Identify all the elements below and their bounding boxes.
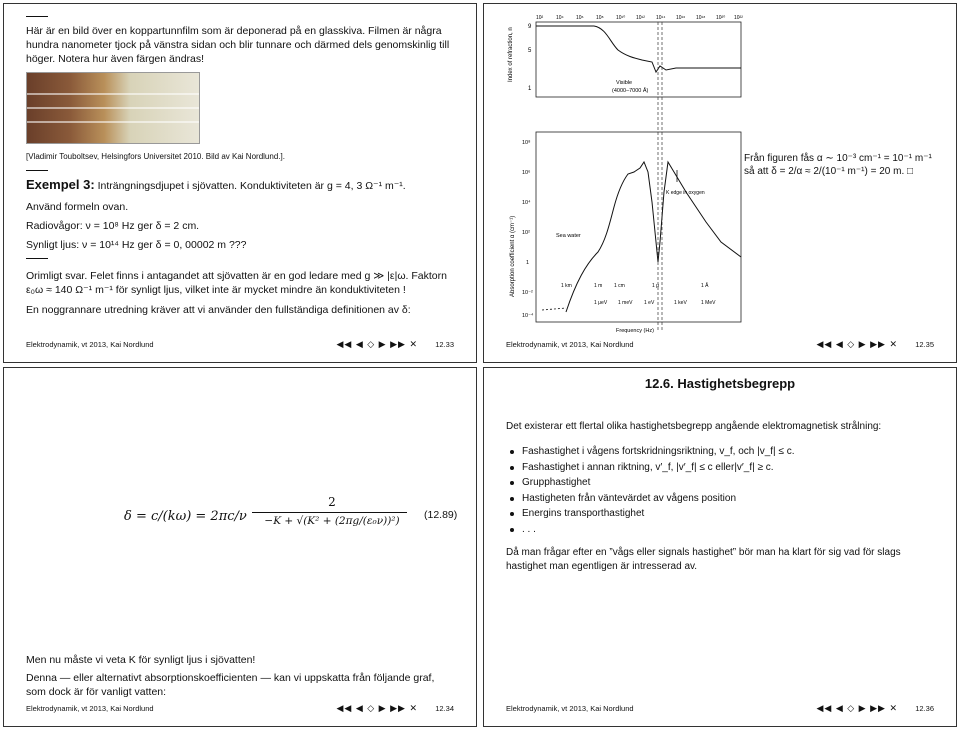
- list-item: . . .: [506, 522, 936, 538]
- page-number: 12.33: [435, 340, 454, 349]
- refraction-xtick: 10¹⁰: [616, 15, 626, 21]
- slide-12-34: [3, 367, 477, 727]
- line-radio-waves: Radiovågor: ν = 10⁸ Hz ger δ = 2 cm.: [26, 220, 200, 232]
- wavelength-marks: [561, 282, 709, 289]
- line-unreasonable-answer: Orimligt svar. Felet finns i antagandet att sjövatten är en god ledare med g ≫ |ε|ω. Faktorn ε₀ω ≈ 140 Ω⁻¹ m⁻¹ för synligt ljus, vilket inte är mycket mindre än konduktiviteten !: [26, 270, 447, 296]
- equation-numerator: 2: [328, 495, 336, 509]
- sea-water-label: Sea water: [556, 233, 581, 239]
- refraction-absorption-figure: [506, 12, 756, 337]
- absorption-ytick: 10⁸: [522, 140, 531, 146]
- footer-course: Elektrodynamik, vt 2013, Kai Nordlund: [506, 340, 634, 349]
- page-number: 12.36: [915, 704, 934, 713]
- absorption-curve: [566, 162, 741, 312]
- refraction-ytick: 1: [528, 86, 532, 92]
- refraction-xtick: 10²: [536, 15, 544, 21]
- fraction-bar: [252, 512, 407, 513]
- refraction-xtick: 10⁴: [556, 15, 564, 21]
- equation-12-89: [124, 493, 404, 543]
- wavelength-mark: 1 km: [561, 283, 572, 289]
- footer-course: Elektrodynamik, vt 2013, Kai Nordlund: [26, 704, 154, 713]
- absorption-ylabel: Absorption coefficient α (cm⁻¹): [510, 215, 516, 297]
- example-block: [26, 178, 466, 193]
- example-title: Exempel 3:: [26, 177, 95, 192]
- absorption-ytick: 10⁻⁴: [522, 313, 534, 319]
- energy-mark: 1 meV: [618, 300, 633, 306]
- slide-footer: [26, 704, 454, 716]
- visible-range: (4000–7000 Å): [612, 88, 649, 94]
- refraction-xticks: [536, 15, 743, 21]
- absorption-ytick: 10⁻²: [522, 290, 533, 296]
- list-item: Energins transporthastighet: [506, 506, 936, 522]
- list-item: Fashastighet i vågens fortskridningsriktning, v_f, och |v_f| ≤ c.: [506, 444, 936, 460]
- refraction-xtick: 10⁸: [596, 15, 604, 21]
- separator-rule: [26, 170, 48, 171]
- example-text: Inträngningsdjupet i sjövatten. Konduktiviteten är g = 4, 3 Ω⁻¹ m⁻¹.: [97, 180, 406, 192]
- slide-footer: [506, 340, 934, 352]
- energy-mark: 1 keV: [674, 300, 687, 306]
- energy-mark: 1 eV: [644, 300, 655, 306]
- line-visible-light: Synligt ljus: ν = 10¹⁴ Hz ger δ = 0, 00002 m ???: [26, 239, 247, 251]
- energy-mark: 1 MeV: [701, 300, 716, 306]
- photo-credit: [Vladimir Touboltsev, Helsingfors Universitet 2010. Bild av Kai Nordlund.].: [26, 152, 285, 161]
- list-item: Hastigheten från väntevärdet av vågens position: [506, 491, 936, 507]
- line-full-definition: En noggrannare utredning kräver att vi använder den fullständiga definitionen av δ:: [26, 304, 411, 316]
- slide-12-36: [483, 367, 957, 727]
- velocity-list: [506, 444, 936, 537]
- absorption-ytick: 1: [526, 260, 530, 266]
- page-number: 12.34: [435, 704, 454, 713]
- wavelength-mark: 1 μ: [652, 283, 660, 289]
- refraction-ytick: 5: [528, 48, 532, 54]
- intro-paragraph: Det existerar ett flertal olika hastighetsbegrepp angående elektromagnetisk strålning:: [506, 421, 882, 432]
- energy-mark: 1 μeV: [594, 300, 608, 306]
- refraction-curve: [536, 26, 741, 72]
- closing-paragraph: Då man frågar efter en ”vågs eller signals hastighet” bör man ha klart för sig vad för slags hastighet man egentligen är intresserad av.: [506, 547, 901, 572]
- slide-footer: [506, 704, 934, 716]
- slide-footer: [26, 340, 454, 352]
- refraction-ylabel: Index of refraction, n: [508, 27, 514, 82]
- refraction-xtick: 10⁶: [576, 15, 584, 21]
- refraction-xtick: 10²²: [734, 15, 743, 21]
- refraction-xtick: 10²⁰: [716, 15, 726, 21]
- visible-label: Visible: [616, 80, 633, 86]
- absorption-ytick: 10²: [522, 230, 530, 236]
- separator-rule: [26, 258, 48, 259]
- page-number: 12.35: [915, 340, 934, 349]
- navigation-icons[interactable]: ◀◀ ◀ ◇ ▶ ▶▶ ✕: [336, 703, 418, 713]
- list-item: Grupphastighet: [506, 475, 936, 491]
- separator-rule: [26, 16, 48, 17]
- absorption-yticks: [522, 139, 534, 319]
- footer-course: Elektrodynamik, vt 2013, Kai Nordlund: [26, 340, 154, 349]
- footer-course: Elektrodynamik, vt 2013, Kai Nordlund: [506, 704, 634, 713]
- refraction-xtick: 10¹⁴: [656, 15, 666, 21]
- absorption-curve-dashed: [542, 308, 566, 310]
- result-line-2: så att δ = 2/α ≈ 2/(10⁻¹ m⁻¹) = 20 m. □: [744, 166, 914, 177]
- equation-number: (12.89): [424, 509, 458, 521]
- wavelength-mark: 1 cm: [614, 283, 625, 289]
- refraction-ytick: 9: [528, 24, 532, 30]
- absorption-ytick: 10⁶: [522, 170, 531, 176]
- frequency-xlabel: Frequency (Hz): [616, 328, 654, 334]
- section-heading: 12.6. Hastighetsbegrepp: [644, 376, 796, 391]
- wavelength-mark: 1 m: [594, 283, 603, 289]
- refraction-xtick: 10¹⁸: [696, 15, 706, 21]
- intro-paragraph: Här är en bild över en koppartunnfilm som är deponerad på en glasskiva. Filmen är några hundra nanometer tjock på vänstra sidan och blir tunnare och därmed dels genomskinlig till höger. Notera hur även färgen ändras!: [26, 25, 450, 65]
- wavelength-mark: 1 Å: [701, 283, 709, 289]
- list-item: Fashastighet i annan riktning, v′_f, |v′_f| ≤ c eller|v′_f| ≥ c.: [506, 460, 936, 476]
- slide-12-33: [3, 3, 477, 363]
- slide-12-35: [483, 3, 957, 363]
- bottom-line-1: Men nu måste vi veta K för synligt ljus i sjövatten!: [26, 654, 256, 666]
- navigation-icons[interactable]: ◀◀ ◀ ◇ ▶ ▶▶ ✕: [336, 339, 418, 349]
- equation-lhs: δ = c/(kω) = 2πc/ν: [124, 509, 247, 524]
- refraction-xtick: 10¹²: [636, 15, 645, 21]
- copper-film-photo: [26, 72, 200, 144]
- result-line-1: Från figuren fås α ∼ 10⁻³ cm⁻¹ = 10⁻¹ m⁻¹: [744, 153, 932, 164]
- line-use-formula: Använd formeln ovan.: [26, 201, 129, 213]
- bottom-line-2: Denna — eller alternativt absorptionskoefficienten — kan vi uppskatta från följande graf, som dock är för vanligt vatten:: [26, 672, 435, 698]
- navigation-icons[interactable]: ◀◀ ◀ ◇ ▶ ▶▶ ✕: [816, 339, 898, 349]
- equation-denominator: −K + √(K² + (2πg/(ε₀ν))²): [264, 515, 400, 527]
- k-edge-label: K edge in oxygen: [666, 190, 705, 196]
- absorption-ytick: 10⁴: [522, 200, 531, 206]
- navigation-icons[interactable]: ◀◀ ◀ ◇ ▶ ▶▶ ✕: [816, 703, 898, 713]
- result-text: [744, 152, 954, 178]
- energy-marks: [594, 300, 716, 306]
- refraction-xtick: 10¹⁶: [676, 15, 686, 21]
